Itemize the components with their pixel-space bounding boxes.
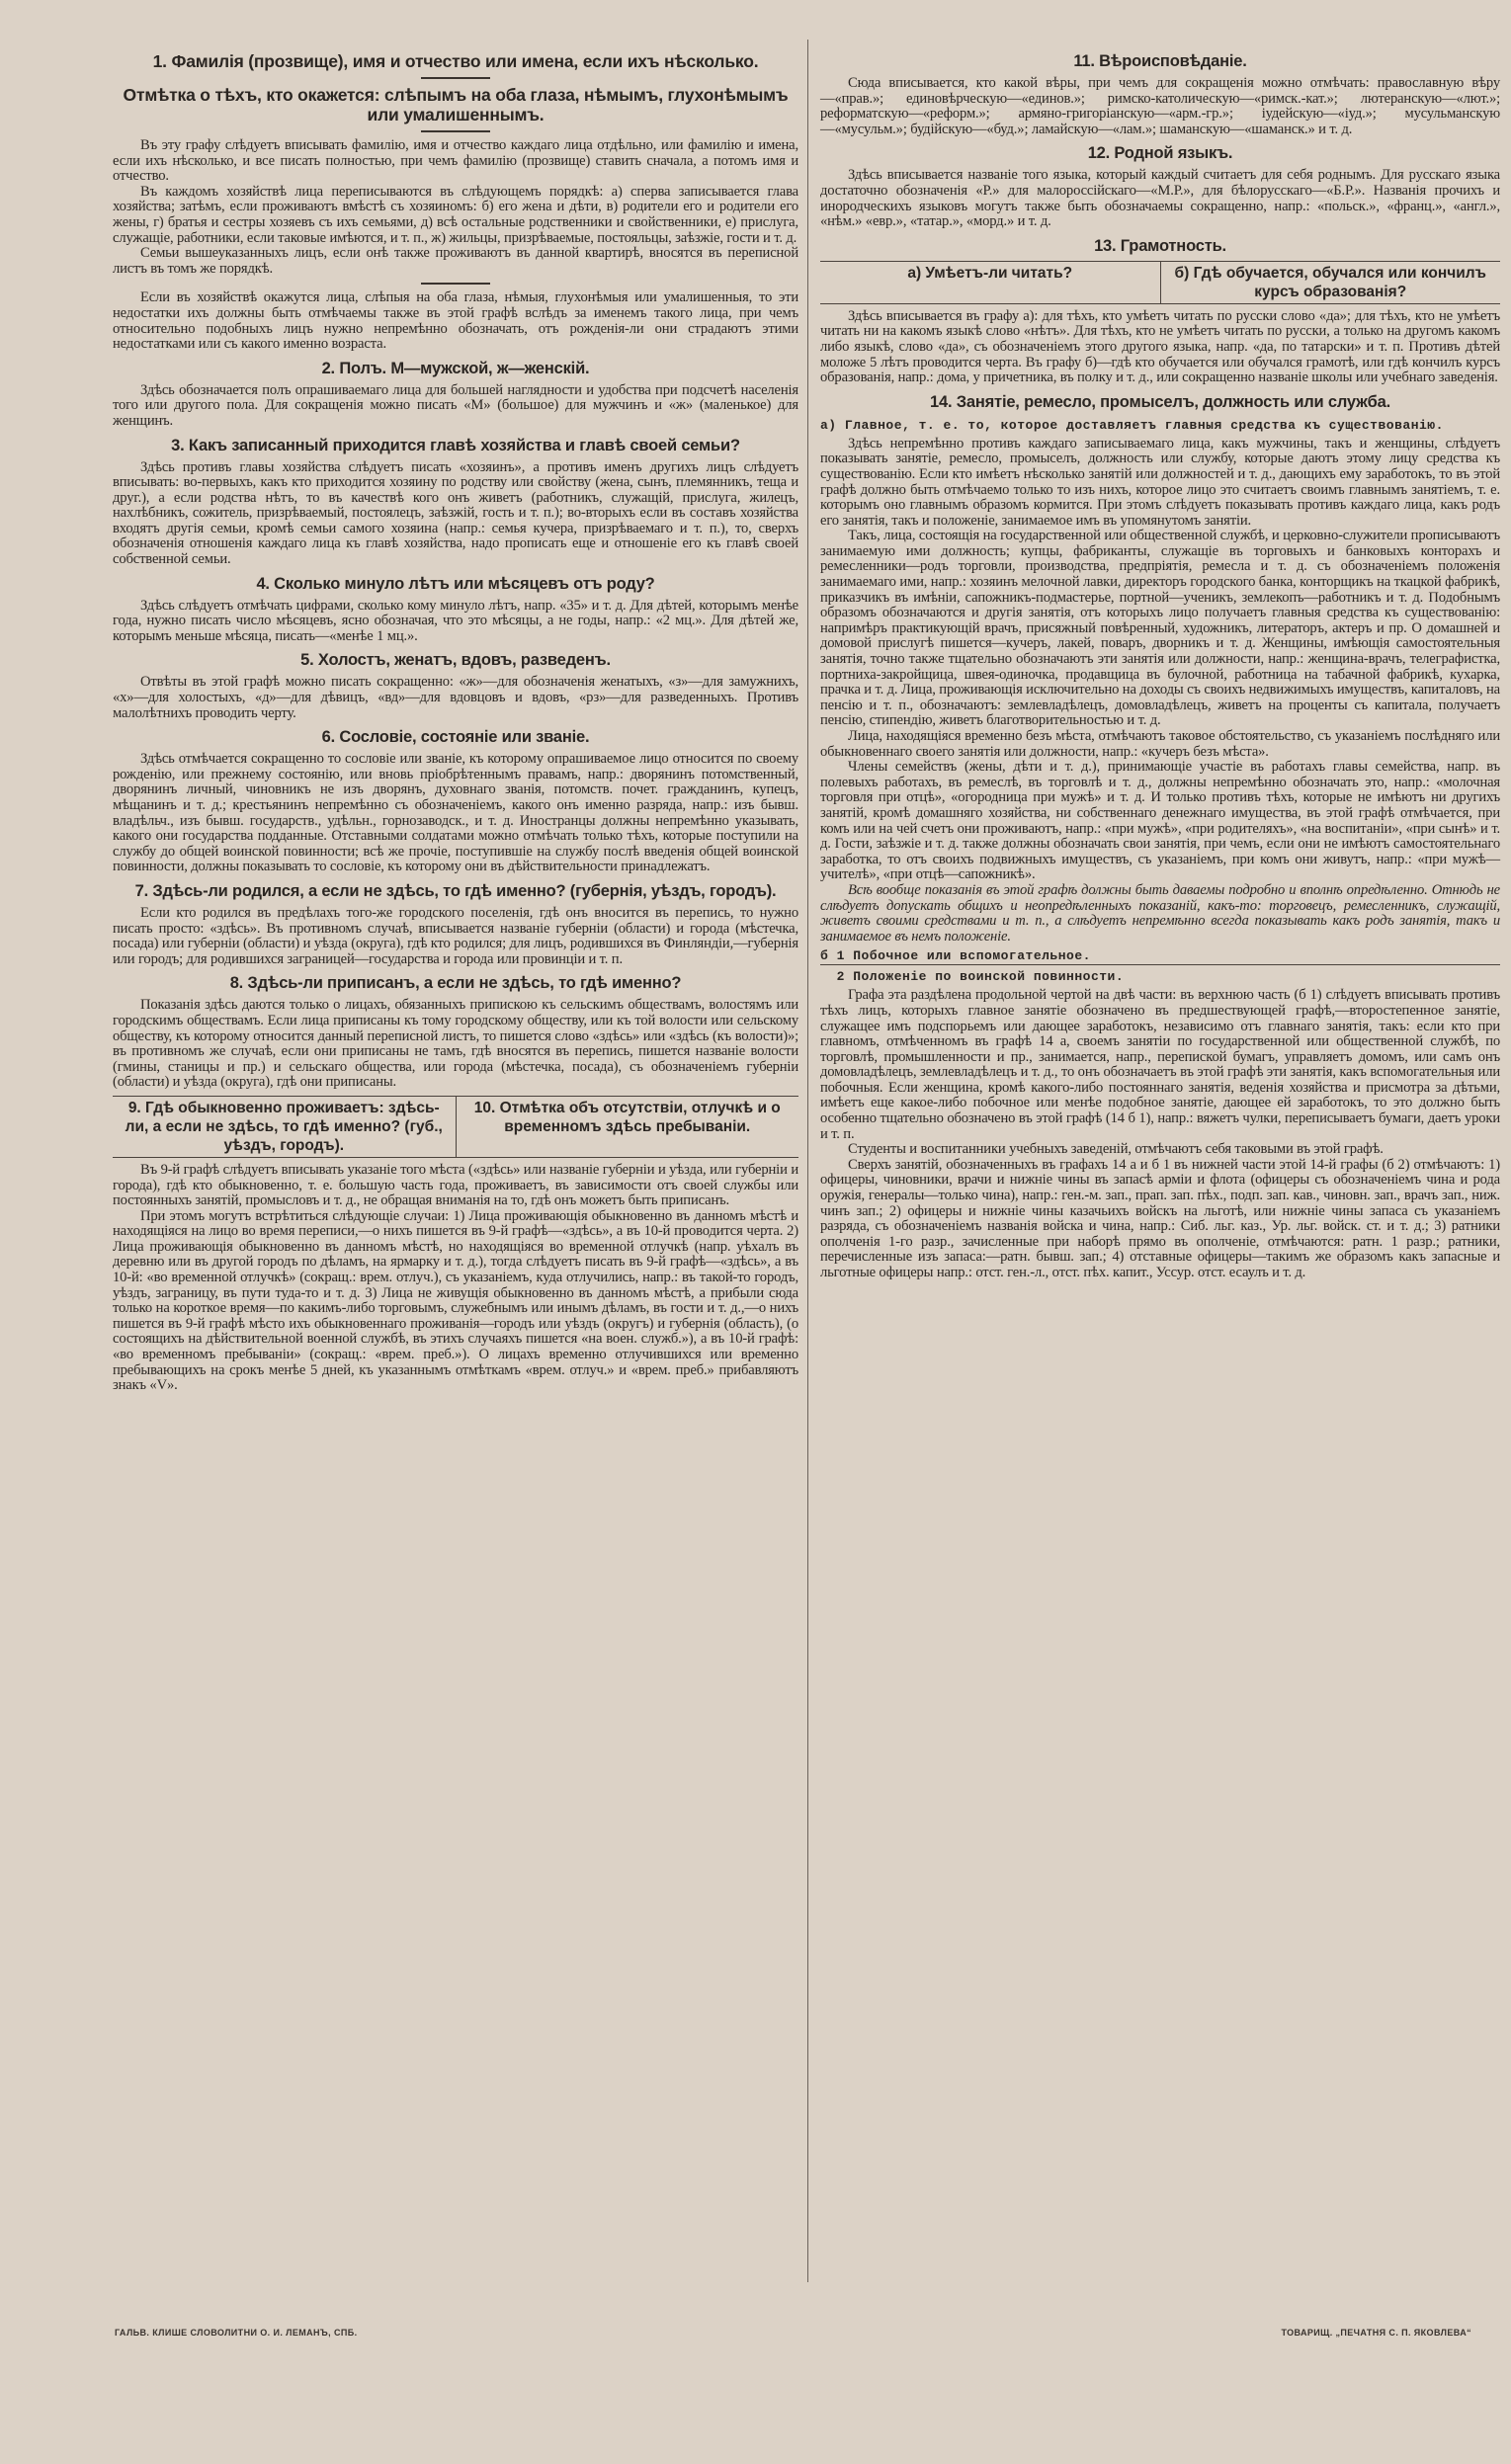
paragraph: Члены семействъ (жены, дѣти и т. д.), принимающіе участіе въ работахъ главы семейства, напр. въ полевыхъ работахъ, въ ремеслѣ, въ торговлѣ и т. д., должны непремѣнно обозначать это, напр.: «молочная торговля при отцѣ», «огородница при мужѣ» и т. д. И только противъ тѣхъ, которые не имѣютъ ни другихъ занятій, кромѣ домашняго хозяйства, ни собственнаго денежнаго имущества, въ этой графѣ отмѣчается, при комъ или на чей счетъ они проживаютъ, напр.: «при мужѣ», «при родителяхъ», «на воспитаніи», «при сынѣ» и т. д. Гости, заѣзжіе и т. д. также должны обозначать свои занятія, при чемъ, если они не имѣютъ самостоятельнаго заработка, то отъ своихъ подвижныхъ имуществъ, съ указаніемъ, при комъ они живутъ, напр.: «при мужѣ—учителѣ», «при отцѣ—сапожникѣ». — [820, 759, 1500, 883]
subheading: б 1 Побочное или вспомогательное. — [820, 947, 1500, 965]
paragraph: Отвѣты въ этой графѣ можно писать сокращенно: «ж»—для обозначенія женатыхъ, «з»—для замужнихъ, «х»—для холостыхъ, «д»—для дѣвицъ, «вд»—для вдовцовъ и вдовъ, «рз»—для разведенныхъ. Противъ малолѣтнихъ проводить черту. — [113, 674, 798, 721]
section-heading: 7. Здѣсь-ли родился, а если не здѣсь, то гдѣ именно? (губернія, уѣздъ, городъ). — [134, 881, 777, 900]
section-rule — [421, 130, 490, 132]
section-heading: Отмѣтка о тѣхъ, кто окажется: слѣпымъ на оба глаза, нѣмымъ, глухонѣмымъ или умалишеннымъ. — [123, 85, 789, 124]
section-heading: 6. Сословіе, состояніе или званіе. — [321, 728, 590, 747]
printer-imprint-left: ГАЛЬВ. КЛИШЕ СЛОВОЛИТНИ О. И. ЛЕМАНЪ, СПБ. — [115, 2328, 358, 2338]
section-heading: 4. Сколько минуло лѣтъ или мѣсяцевъ отъ роду? — [256, 574, 655, 593]
paragraph: Здѣсь вписывается названіе того языка, который каждый считаетъ для себя роднымъ. Для русскаго языка достаточно обозначенія «Р.» для малороссійскаго—«М.Р.», для бѣлорусскаго—«Б.Р.». Названія прочихъ и инородческихъ языковъ могутъ также быть обозначаемы сокращенно, напр.: «польск.», «франц.», «англ.», «нѣм.» «евр.», «татар.», «морд.» и т. д. — [820, 167, 1500, 230]
split-heading-cell: 10. Отмѣтка объ отсутствіи, отлучкѣ и о временномъ здѣсь пребываніи. — [473, 1099, 781, 1135]
split-heading — [113, 1096, 798, 1158]
paragraph: Если въ хозяйствѣ окажутся лица, слѣпыя на оба глаза, нѣмыя, глухонѣмыя или умалишенныя, то эти недостатки ихъ должны быть отмѣчаемы также въ этой графѣ вслѣдъ за именемъ такого лица, при чемъ относительно подобныхъ лицъ нужно непремѣнно обозначать, отъ рожденія-ли они страдаютъ этими недостатками или съ какого именно возраста. — [113, 289, 798, 353]
paragraph: Въ 9-й графѣ слѣдуетъ вписывать указаніе того мѣста («здѣсь» или названіе губерніи и уѣзда, или губерніи и города), гдѣ кто обыкновенно, т. е. большую часть года, проживаетъ, въ зависимости отъ своей службы или постоянныхъ занятій, промысловъ и т. д., не обращая вниманія на то, гдѣ онъ можетъ быть приписанъ. — [113, 1161, 798, 1209]
paragraph: Всѣ вообще показанія въ этой графѣ должны быть даваемы подробно и вполнѣ опредѣленно. Отнюдь не слѣдуетъ допускать общихъ и неопредѣленныхъ показаній, какъ-то: торговецъ, ремесленникъ, служащій, живетъ своими средствами и т. п., а слѣдуетъ непремѣнно всегда показывать какъ родъ занятія, такъ и занимаемое въ немъ положеніе. — [820, 881, 1500, 945]
paragraph: Здѣсь отмѣчается сокращенно то сословіе или званіе, къ которому опрашиваемое лицо относится по своему рожденію, или прежнему состоянію, или вновь пріобрѣтеннымъ правамъ, напр.: дворянинъ потомственный, дворянинъ личный, чиновникъ не изъ дворянъ, духовнаго званія, потомств. почет. гражданинъ, купецъ, мѣщанинъ и т. д.; крестьянинъ непремѣнно съ обозначеніемъ, какого онъ именно разряда, напр.: изъ бывш. владѣльч., изъ бывш. государств., удѣльн., горнозаводск., и т. д. Иностранцы должны непремѣнно указывать, какого они государства подданные. Отставными солдатами можно отмѣчать только тѣхъ, которые поступили на службу до общей воинской повинности; всѣ же прочіе, поступившіе на службу послѣ введенія общей воинской повинности, должны показывать то сословіе, къ которому они въ дѣйствительности принадлежатъ. — [113, 751, 798, 875]
section-rule — [421, 77, 490, 79]
paragraph: Здѣсь слѣдуетъ отмѣчать цифрами, сколько кому минуло лѣтъ, напр. «35» и т. д. Для дѣтей, которымъ менѣе года, нужно писать число мѣсяцевъ, ясно обозначая, что это мѣсяцы, а не годы, напр.: «2 мц.». Для дѣтей же, которымъ меньше мѣсяца, писать—«менѣе 1 мц.». — [113, 597, 798, 644]
paragraph: Здѣсь вписывается въ графу а): для тѣхъ, кто умѣетъ читать по русски слово «да»; для тѣхъ, кто не умѣетъ читать ни на какомъ языкѣ слово «нѣтъ». Для тѣхъ, кто не умѣетъ читать по русски, а только на другомъ какомъ либо языкѣ, слово «да», съ обозначеніемъ этого другого языка, напр. «да, по татарски» и т. п. Противъ дѣтей моложе 5 лѣтъ проводится черта. Въ графу б)—гдѣ кто обучается или обучался грамотѣ, или гдѣ кончилъ курсъ образованія, напр.: дома, у причетника, въ полку и т. д., или сокращенно названіе школы или учебнаго заведенія. — [820, 307, 1500, 386]
subheading: 2 Положеніе по воинской повинности. — [820, 969, 1125, 985]
split-heading-cell: а) Умѣетъ-ли читать? — [820, 262, 1161, 303]
paragraph: Студенты и воспитанники учебныхъ заведеній, отмѣчаютъ себя таковыми въ этой графѣ. — [848, 1141, 1384, 1158]
paragraph: Въ каждомъ хозяйствѣ лица переписываются въ слѣдующемъ порядкѣ: а) сперва записывается глава хозяйства; затѣмъ, если проживаютъ вмѣстѣ съ хозяиномъ: б) его жена и дѣти, в) родители его и родители его жены, г) братья и сестры хозяевъ съ ихъ семьями, д) всѣ остальные родственники и свойственники, е) прислуга, служащіе, работники, если таковые имѣются, и т. п., ж) жильцы, призрѣваемые, постояльцы, заѣзжіе, гости и т. д. — [113, 183, 798, 246]
section-rule — [421, 283, 490, 285]
split-heading — [820, 261, 1500, 304]
section-heading: 13. Грамотность. — [1094, 236, 1226, 255]
section-heading: 8. Здѣсь-ли приписанъ, а если не здѣсь, то гдѣ именно? — [229, 974, 682, 993]
section-heading: 11. Вѣроисповѣданіе. — [1073, 52, 1247, 70]
paragraph: Показанія здѣсь даются только о лицахъ, обязанныхъ припискою къ сельскимъ обществамъ, волостямъ или городскимъ обществамъ. Если лица приписаны къ тому городскому обществу, или къ той волости или сельскому обществу, къ которому относится данный переписной листъ, то пишется слово «здѣсь» или «здѣсь (къ волости)»; въ противномъ же случаѣ, если они приписаны не тамъ, гдѣ вносятся въ перепись, пишется названіе волости (гмины, станицы и пр.) и сельскаго общества, или города (мѣстечка, посада), съ обозначеніемъ губерніи (области) и уѣзда (округа), гдѣ они приписаны. — [113, 997, 798, 1091]
left-column — [113, 45, 798, 1394]
subheading: а) Главное, т. е. то, которое доставляетъ главныя средства къ существованію. — [820, 417, 1444, 433]
section-heading: 2. Полъ. М—мужской, ж—женскій. — [321, 359, 590, 377]
paragraph: Здѣсь обозначается полъ опрашиваемаго лица для большей наглядности и удобства при подсчетѣ населенія того или другого пола. Для сокращенія можно писать «М» (большое) для мужчинъ и «ж» (маленькое) для женщинъ. — [113, 381, 798, 429]
paragraph: Такъ, лица, состоящія на государственной или общественной службѣ, и церковно-служители прописываютъ занимаемую ими должность; купцы, фабриканты, служащіе въ торговыхъ и банковыхъ конторахъ и ремесленники—родъ торговли, производства, предпріятія, ремесла и т. д. съ обозначеніемъ положенія занимаемаго ими, напр.: хозяинъ мелочной лавки, директоръ городского банка, конторщикъ на ткацкой фабрикѣ, приказчикъ въ имѣніи, сапожникъ-подмастерье, портной—ученикъ, землекопъ—работникъ и т. д. Подобнымъ образомъ обозначаются и другія занятія, отъ которыхъ лицо получаетъ главныя средства къ существованію: напримѣръ практикующій врачъ, присяжный повѣренный, художникъ, литераторъ, актеръ и пр. О домашней и домовой прислугѣ пишется—кучеръ, лакей, поваръ, дворникъ и т. д. Женщины, имѣющія самостоятельныя занятія, точно также тщательно обозначаютъ эти занятія или должности, напр.: женщина-врачъ, телеграфистка, портниха-закройщица, швея-одиночка, продавщица въ булочной, работница на табачной фабрикѣ, кухарка, прачка и т. д. Лица, проживающія исключительно на доходы съ своихъ недвижимыхъ имуществъ, капиталовъ, на пенсію и т. п., обозначаютъ: землевладѣлецъ, домовладѣлецъ, живетъ на проценты съ капитала, получаетъ пенсію, стипендію, живетъ благотворительностью и т. д. — [820, 528, 1500, 729]
split-heading-cell: б) Гдѣ обучается, обучался или кончилъ курсъ образованія? — [1174, 264, 1486, 300]
section-heading: 12. Родной языкъ. — [1087, 144, 1233, 163]
paragraph: Сюда вписывается, кто какой вѣры, при чемъ для сокращенія можно отмѣчать: православную вѣру—«прав.»; единовѣрческую—«единов.»; римско-католическую—«римск.-кат.»; лютеранскую—«лют.»; реформатскую—«реформ.»; армяно-григоріанскую—«арм.-гр.»; іудейскую—«іуд.»; мусульманскую—«мусульм.»; будійскую—«буд.»; ламайскую—«лам.»; шаманскую—«шаманск.» и т. д. — [820, 75, 1500, 137]
paragraph: При этомъ могутъ встрѣтиться слѣдующіе случаи: 1) Лица проживающія обыкновенно въ данномъ мѣстѣ и находящіяся на лицо во время переписи,—о нихъ пишется въ 9-й графѣ—«здѣсь», а въ 10-й проводится черта. 2) Лица проживающія обыкновенно въ данномъ мѣстѣ, но находящіяся во временной отлучкѣ (напр. уѣхалъ въ деревню или въ другой городъ по дѣламъ, на ярмарку и т. д.), тогда слѣдуетъ писать въ 9-й графѣ—«здѣсь», а въ 10-й: «во временной отлучкѣ» (сокращ.: врем. отлуч.), съ указаніемъ, куда отлучились, напр.: въ такой-то городъ, уѣздъ, заграницу, въ пути туда-то и т. д. 3) Лица не живущія обыкновенно въ данномъ мѣстѣ, а прибыли сюда только на короткое время—по какимъ-либо торговымъ, служебнымъ или инымъ дѣламъ, въ гости и т. д.,—о нихъ пишется въ 9-й графѣ мѣсто ихъ обыкновеннаго проживанія—городъ или уѣздъ (округъ) и губернія (область), (о состоящихъ на дѣйствительной военной службѣ, въ этихъ случаяхъ пишется «на воен. служб.»), а въ 10-й графѣ: «во временномъ пребываніи» (сокращ.: «врем. преб.»). О лицахъ временно отлучившихся или временно пребывающихъ на срокъ менѣе 5 дней, къ указаннымъ отмѣткамъ «врем. отлуч.» и «врем. преб.» прибавляютъ знакъ «V». — [113, 1207, 798, 1394]
split-heading-cell: 9. Гдѣ обыкновенно проживаетъ: здѣсь-ли, а если не здѣсь, то гдѣ именно? (губ., уѣздъ, городъ). — [113, 1097, 457, 1157]
column-divider — [807, 40, 808, 2282]
printer-imprint-right: ТОВАРИЩ. „ПЕЧАТНЯ С. П. ЯКОВЛЕВА“ — [1281, 2328, 1471, 2338]
paragraph: Здѣсь непремѣнно противъ каждаго записываемаго лица, какъ мужчины, такъ и женщины, слѣдуетъ показывать занятіе, ремесло, промыселъ, должность или службу, которые даютъ этому лицу средства къ существованію. Если кто имѣетъ нѣсколько занятій или должностей и т. д., дающихъ ему заработокъ, то въ этой графѣ должно быть отмѣчаемо только то изъ нихъ, которое лицо это считаетъ своимъ главнымъ занятіемъ, т. е. которымъ оно главнымъ образомъ кормится. При этомъ слѣдуетъ показывать противъ каждаго лица, какъ родъ его занятія, такъ и положеніе, занимаемое имъ въ упомянутомъ занятіи. — [820, 435, 1500, 529]
paragraph: Лица, находящіяся временно безъ мѣста, отмѣчаютъ таковое обстоятельство, съ указаніемъ послѣдняго или обыкновеннаго своего занятія или должности, напр.: «кучеръ безъ мѣста». — [820, 728, 1500, 760]
paragraph: Графа эта раздѣлена продольной чертой на двѣ части: въ верхнюю часть (б 1) слѣдуетъ вписывать противъ тѣхъ лицъ, которыхъ главное занятіе обозначено въ предшествующей графѣ,—второстепенное занятіе, служащее имъ подспорьемъ или дающее заработокъ, независимо отъ главнаго занятія, такъ: если кто при главномъ, отмѣченномъ въ графѣ 14 а, своемъ занятіи по государственной или общественной службѣ, по торговлѣ, промышленности и пр., занимается, напр., перепиской бумагъ, управляетъ домомъ, или самъ онъ домовладѣлецъ, землевладѣлецъ и т. д., то онъ обозначаетъ въ этой графѣ эти занятія, какъ вспомогательныя или побочныя. Если женщина, кромѣ какого-либо постояннаго занятія, веденія хозяйства и присмотра за дѣтьми, имѣетъ еще какое-либо побочное или менѣе подобное занятіе, дающее ей заработокъ, то это должно быть особенно тщательно обозначено въ этой графѣ (14 б 1), напр.: вяжетъ чулки, переписываетъ бумаги, даетъ уроки и т. п. — [820, 987, 1500, 1142]
section-heading: 5. Холостъ, женатъ, вдовъ, разведенъ. — [300, 651, 611, 670]
right-column — [820, 45, 1500, 1281]
paragraph: Сверхъ занятій, обозначенныхъ въ графахъ 14 а и б 1 въ нижней части этой 14-й графы (б 2) отмѣчаютъ: 1) офицеры, чиновники, врачи и нижніе чины въ запасѣ арміи и флота (офицеры съ обозначеніемъ чина и рода оружія, генералы—только чина), напр.: ген.-м. зап., прап. зап. пѣх., подп. зап. кав., чиновн. зап., врачъ зап., ниж. чинъ зап.; 2) офицеры и нижніе чины казачьихъ войскъ на льготѣ, или нижніе чины запаса съ указаніемъ разряда, съ обозначеніемъ названія войска и чина, напр.: Сиб. льг. каз., Ур. льг. войск. ст. и т. д.; 3) ратники ополченія 1-го разр., зачисленные при наборѣ прямо въ ополченіе, отмѣчаются: ратн. 1 разр.; ратники, перечисленные изъ запаса:—ратн. бывш. зап.; 4) отставные офицеры—такимъ же образомъ какъ запасные и льготные офицеры напр.: отст. ген.-л., отст. пѣх. капит., Уссур. отст. есаулъ и т. д. — [820, 1156, 1500, 1280]
paragraph: Въ эту графу слѣдуетъ вписывать фамилію, имя и отчество каждаго лица отдѣльно, или фамилію и имена, если ихъ нѣсколько, и все писать полностью, при чемъ фамилію (прозвище) ставить сначала, а потомъ имя и отчество. — [113, 137, 798, 185]
paragraph: Здѣсь противъ главы хозяйства слѣдуетъ писать «хозяинъ», а противъ именъ другихъ лицъ слѣдуетъ вписывать: во-первыхъ, какъ кто приходится хозяину по родству или свойству (жена, сынъ, племянникъ, теща и друг.), а если родства нѣтъ, то въ качествѣ кого онъ живетъ (работникъ, служащій, прислуга, жилецъ, нахлѣбникъ, сожитель, призрѣваемый, постоялецъ, заѣзжій, гость и т. п.); во-вторыхъ если въ составъ хозяйства входятъ другія семьи, кромѣ семьи самого хозяина (напр.: семья кучера, призрѣваемаго и т. п.), то, сверхъ обозначенія отношенія каждаго лица къ главѣ хозяйства, надо прописать еще и отношеніе его къ главѣ своей собственной семьи. — [113, 458, 798, 568]
section-heading: 3. Какъ записанный приходится главѣ хозяйства и главѣ своей семьи? — [171, 436, 740, 454]
section-heading: 1. Фамилія (прозвище), имя и отчество или имена, если ихъ нѣсколько. — [152, 51, 759, 71]
section-heading: 14. Занятіе, ремесло, промыселъ, должность или служба. — [930, 392, 1390, 411]
paragraph: Семьи вышеуказанныхъ лицъ, если онѣ также проживаютъ въ данной квартирѣ, вносятся въ переписной листъ въ томъ же порядкѣ. — [113, 245, 798, 277]
paragraph: Если кто родился въ предѣлахъ того-же городского поселенія, гдѣ онъ вносится въ перепись, то нужно писать просто: «здѣсь». Въ противномъ случаѣ, вписывается названіе губерніи (области) и города (мѣстечка, посада) или губерніи (области) и уѣзда (округа), гдѣ кто родился; для лицъ, родившихся въ Финляндіи,—губернія или городъ; для родившихся заграницей—государства и города или провинціи и т. п. — [113, 904, 798, 967]
